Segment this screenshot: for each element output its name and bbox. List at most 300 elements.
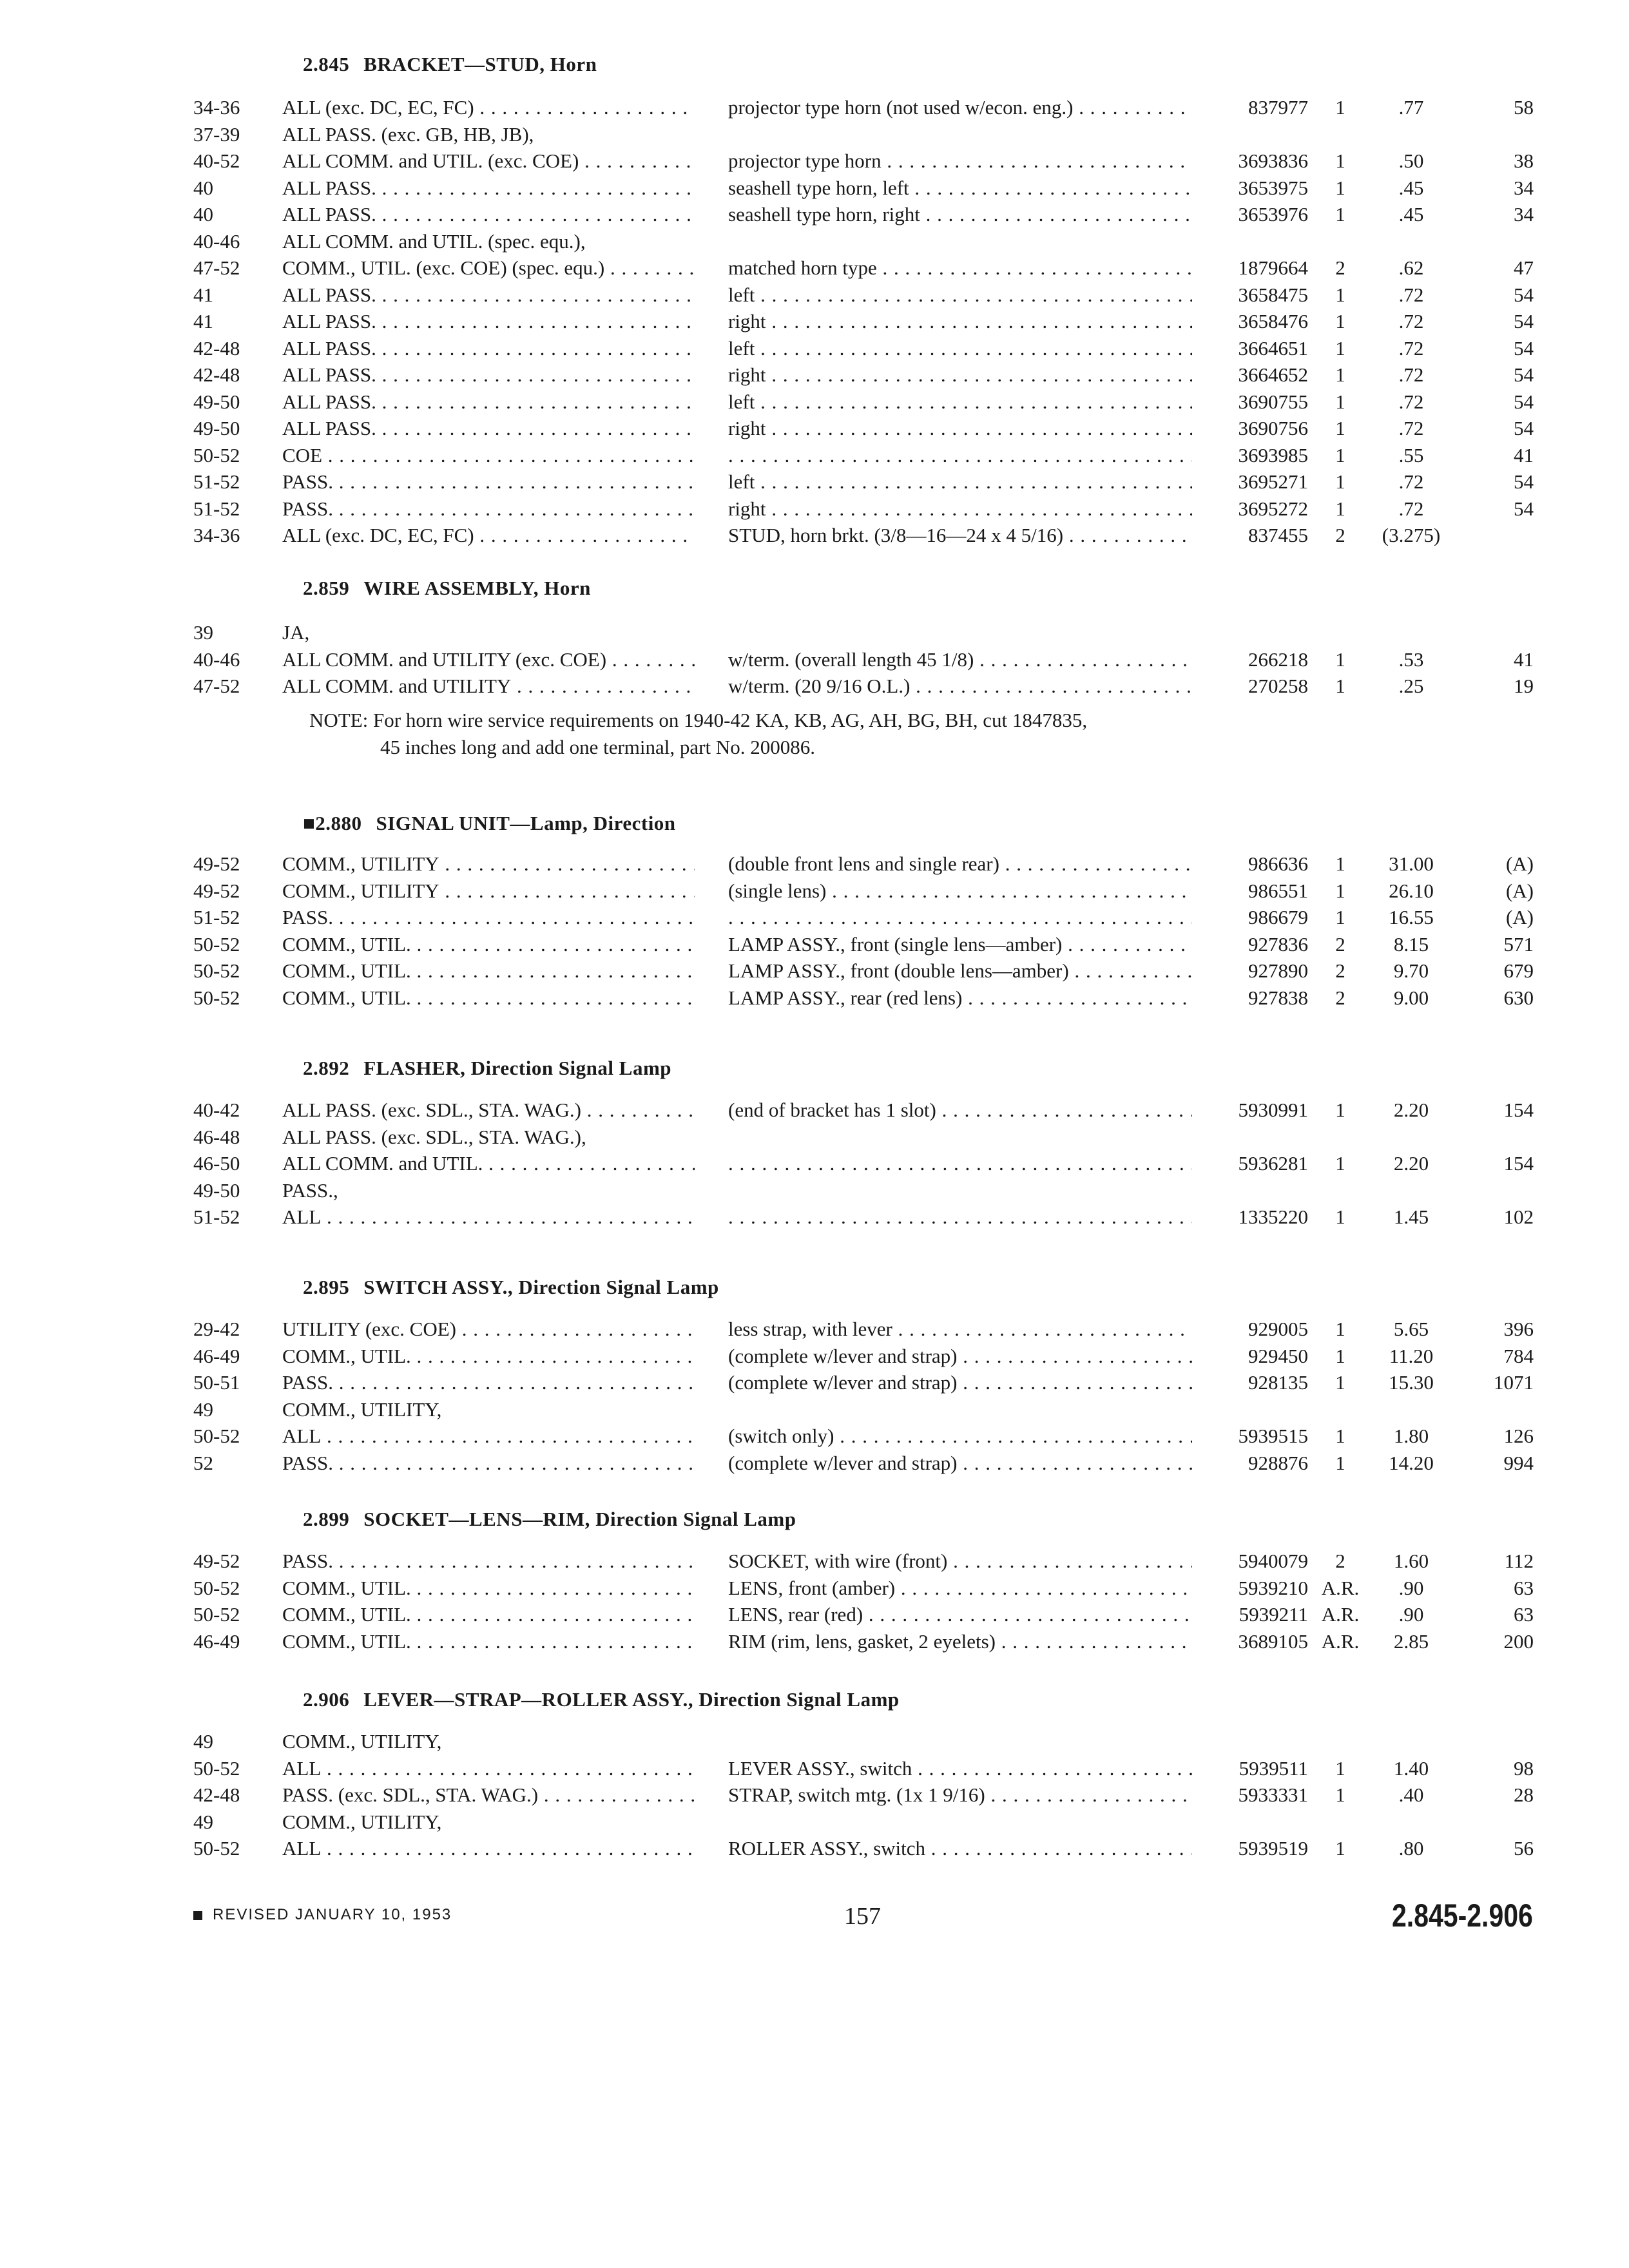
years-cell: 42-48 [193, 1783, 240, 1806]
years-cell: 47-52 [193, 675, 240, 697]
table-row [0, 335, 1629, 362]
section-title: SWITCH ASSY., Direction Signal Lamp [363, 1276, 719, 1298]
description-cell: seashell type horn, right . . . [728, 201, 1192, 228]
models-cell: ALL (exc. DC, EC, FC) . . . [282, 94, 695, 121]
description-cell: (single lens) . . . [728, 878, 1192, 905]
quantity-cell: 1 [1335, 176, 1345, 199]
table-row [0, 1835, 1629, 1862]
years-cell: 51-52 [193, 1206, 240, 1228]
code-cell: 54 [1514, 417, 1534, 439]
part-number-cell: 3653975 [1238, 176, 1308, 199]
part-number-cell: 837977 [1248, 96, 1308, 119]
quantity-cell: 1 [1335, 648, 1345, 671]
section-title: SIGNAL UNIT—Lamp, Direction [376, 812, 676, 834]
code-cell: 54 [1514, 363, 1534, 386]
years-cell: 40 [193, 176, 213, 199]
models-cell: COMM., UTILITY . . . [282, 850, 695, 878]
years-cell: 40-42 [193, 1099, 240, 1121]
models-cell: ALL (exc. DC, EC, FC) . . . [282, 522, 695, 549]
models-cell: ALL PASS. (exc. SDL., STA. WAG.), [282, 1125, 586, 1148]
description-cell [728, 442, 1192, 469]
part-number-cell: 5933331 [1238, 1783, 1308, 1806]
section-range: 2.845-2.906 [1392, 1898, 1533, 1934]
models-cell: COMM., UTIL. . . . [282, 1343, 695, 1370]
description-cell: LEVER ASSY., switch . . . [728, 1755, 1192, 1782]
note-line-2: 45 inches long and add one terminal, part No. 200086. [380, 736, 815, 758]
quantity-cell: 1 [1335, 906, 1345, 928]
code-cell: 34 [1514, 203, 1534, 226]
code-cell: 63 [1514, 1576, 1534, 1599]
code-cell: 41 [1514, 443, 1534, 466]
part-number-cell: 270258 [1248, 675, 1308, 697]
years-cell: 40-46 [193, 229, 240, 253]
description-cell: projector type horn . . . [728, 148, 1192, 175]
code-cell: 38 [1514, 149, 1534, 172]
code-cell: 54 [1514, 310, 1534, 332]
quantity-cell: 2 [1335, 959, 1345, 982]
code-cell: 34 [1514, 176, 1534, 199]
years-cell: 50-52 [193, 1603, 240, 1626]
part-number-cell: 5939511 [1239, 1756, 1308, 1780]
years-cell: 49-50 [193, 390, 240, 413]
quantity-cell: 1 [1335, 1425, 1345, 1447]
years-cell: 41 [193, 283, 213, 306]
models-cell: ALL PASS. . . . [282, 175, 695, 202]
years-cell: 42-48 [193, 363, 240, 386]
models-cell: COMM., UTIL. . . . [282, 931, 695, 958]
quantity-cell: 2 [1335, 256, 1345, 279]
years-cell: 49-52 [193, 879, 240, 902]
price-cell: .72 [1398, 470, 1424, 493]
part-number-cell: 3695272 [1238, 497, 1308, 520]
section-number: 2.845 [303, 53, 350, 75]
part-number-cell: 3664651 [1238, 336, 1308, 360]
models-cell: ALL PASS. . . . [282, 335, 695, 362]
table-row [0, 1150, 1629, 1177]
models-cell: PASS. . . . [282, 904, 695, 931]
table-row [0, 1396, 1629, 1423]
code-cell: 47 [1514, 256, 1534, 279]
price-cell: 5.65 [1393, 1318, 1429, 1340]
description-cell: matched horn type . . . [728, 255, 1192, 282]
years-cell: 34-36 [193, 96, 240, 119]
models-cell: ALL COMM. and UTIL. (spec. equ.), [282, 229, 586, 253]
models-cell: PASS., [282, 1178, 338, 1202]
table-row [0, 495, 1629, 523]
section-number: ■2.880 [303, 812, 362, 834]
price-cell: .62 [1398, 256, 1424, 279]
price-cell: .50 [1398, 149, 1424, 172]
description-cell: (complete w/lever and strap) . . . [728, 1343, 1192, 1370]
table-row [0, 228, 1629, 255]
table-row [0, 94, 1629, 121]
price-cell: 16.55 [1389, 906, 1434, 928]
price-cell: .55 [1398, 443, 1424, 466]
price-cell: 14.20 [1389, 1451, 1434, 1474]
quantity-cell: 1 [1335, 96, 1345, 119]
part-number-cell: 3690756 [1238, 417, 1308, 439]
price-cell: 2.20 [1393, 1099, 1429, 1121]
table-row [0, 389, 1629, 416]
table-row [0, 1548, 1629, 1575]
code-cell: 679 [1503, 959, 1534, 982]
table-row [0, 646, 1629, 673]
models-cell: PASS. . . . [282, 1369, 695, 1396]
code-cell: 19 [1514, 675, 1534, 697]
code-cell: 58 [1514, 96, 1534, 119]
years-cell: 50-52 [193, 1837, 240, 1860]
price-cell: .72 [1398, 310, 1424, 332]
description-cell: LENS, front (amber) . . . [728, 1575, 1192, 1602]
description-cell: right . . . [728, 308, 1192, 335]
part-number-cell: 5940079 [1238, 1550, 1308, 1572]
years-cell: 49-50 [193, 1178, 240, 1202]
quantity-cell: 1 [1335, 675, 1345, 697]
years-cell: 49-52 [193, 852, 240, 875]
years-cell: 42-48 [193, 336, 240, 360]
years-cell: 50-52 [193, 932, 240, 956]
price-cell: .40 [1398, 1783, 1424, 1806]
section-number: 2.906 [303, 1688, 350, 1711]
part-number-cell: 5939519 [1238, 1837, 1308, 1860]
code-cell: 126 [1503, 1425, 1534, 1447]
part-number-cell: 3690755 [1238, 390, 1308, 413]
models-cell: COE . . . [282, 442, 695, 469]
code-cell: 54 [1514, 336, 1534, 360]
section-title: SOCKET—LENS—RIM, Direction Signal Lamp [363, 1508, 796, 1530]
table-row [0, 148, 1629, 175]
quantity-cell: A.R. [1321, 1603, 1360, 1626]
part-number-cell: 5939210 [1238, 1576, 1308, 1599]
years-cell: 40-52 [193, 149, 240, 172]
price-cell: 9.70 [1393, 959, 1429, 982]
quantity-cell: 1 [1335, 283, 1345, 306]
price-cell: (3.275) [1382, 524, 1441, 546]
models-cell: ALL PASS. . . . [282, 282, 695, 309]
part-number-cell: 1879664 [1238, 256, 1308, 279]
section-heading [303, 1508, 796, 1531]
code-cell: 41 [1514, 648, 1534, 671]
table-row [0, 1177, 1629, 1204]
code-cell: 28 [1514, 1783, 1534, 1806]
price-cell: .80 [1398, 1837, 1424, 1860]
part-number-cell: 5939211 [1239, 1603, 1308, 1626]
years-cell: 46-49 [193, 1629, 240, 1653]
years-cell: 34-36 [193, 524, 240, 546]
section-heading [303, 812, 676, 835]
code-cell: (A) [1505, 879, 1534, 902]
years-cell: 50-52 [193, 1576, 240, 1599]
quantity-cell: 1 [1335, 203, 1345, 226]
models-cell: COMM., UTIL. . . . [282, 1575, 695, 1602]
part-number-cell: 986679 [1248, 906, 1308, 928]
models-cell: ALL PASS. . . . [282, 361, 695, 389]
price-cell: .90 [1398, 1576, 1424, 1599]
table-row [0, 442, 1629, 469]
part-number-cell: 3693985 [1238, 443, 1308, 466]
price-cell: 8.15 [1393, 932, 1429, 956]
part-number-cell: 927836 [1248, 932, 1308, 956]
code-cell: 98 [1514, 1756, 1534, 1780]
description-cell: projector type horn (not used w/econ. eng.) . . . [728, 94, 1192, 121]
quantity-cell: 2 [1335, 1550, 1345, 1572]
table-row [0, 1316, 1629, 1343]
description-cell: ROLLER ASSY., switch . . . [728, 1835, 1192, 1862]
table-row [0, 985, 1629, 1012]
table-row [0, 1601, 1629, 1628]
description-cell [728, 1204, 1192, 1231]
models-cell: ALL . . . [282, 1204, 695, 1231]
table-row [0, 1124, 1629, 1151]
table-row [0, 175, 1629, 202]
years-cell: 49 [193, 1810, 213, 1833]
description-cell [728, 1150, 1192, 1177]
quantity-cell: 1 [1335, 1344, 1345, 1367]
years-cell: 39 [193, 621, 213, 644]
part-number-cell: 266218 [1248, 648, 1308, 671]
description-cell: RIM (rim, lens, gasket, 2 eyelets) . . . [728, 1628, 1192, 1655]
quantity-cell: 1 [1335, 1099, 1345, 1121]
description-cell: LENS, rear (red) . . . [728, 1601, 1192, 1628]
part-number-cell: 3653976 [1238, 203, 1308, 226]
years-cell: 40-46 [193, 648, 240, 671]
years-cell: 29-42 [193, 1318, 240, 1340]
years-cell: 49 [193, 1730, 213, 1753]
table-row [0, 1097, 1629, 1124]
models-cell: COMM., UTILITY, [282, 1730, 442, 1753]
price-cell: 15.30 [1389, 1371, 1434, 1394]
models-cell: UTILITY (exc. COE) . . . [282, 1316, 695, 1343]
years-cell: 49-52 [193, 1550, 240, 1572]
section-number: 2.899 [303, 1508, 350, 1530]
table-row [0, 1728, 1629, 1755]
section-title: WIRE ASSEMBLY, Horn [363, 577, 591, 599]
description-cell: w/term. (20 9/16 O.L.) . . . [728, 673, 1192, 700]
revision-date: REVISED JANUARY 10, 1953 [193, 1906, 452, 1924]
description-cell: (switch only) . . . [728, 1423, 1192, 1450]
description-cell: left . . . [728, 468, 1192, 495]
quantity-cell: 1 [1335, 879, 1345, 902]
models-cell: ALL PASS. . . . [282, 201, 695, 228]
table-row [0, 1423, 1629, 1450]
models-cell: PASS. (exc. SDL., STA. WAG.) . . . [282, 1782, 695, 1809]
code-cell: 54 [1514, 390, 1534, 413]
part-number-cell: 3664652 [1238, 363, 1308, 386]
price-cell: 26.10 [1389, 879, 1434, 902]
price-cell: .72 [1398, 417, 1424, 439]
models-cell: PASS. . . . [282, 468, 695, 495]
price-cell: .53 [1398, 648, 1424, 671]
years-cell: 51-52 [193, 497, 240, 520]
price-cell: 1.80 [1393, 1425, 1429, 1447]
code-cell: 1071 [1494, 1371, 1534, 1394]
description-cell: LAMP ASSY., front (single lens—amber) . . . [728, 931, 1192, 958]
models-cell: PASS. . . . [282, 495, 695, 523]
years-cell: 50-52 [193, 1756, 240, 1780]
quantity-cell: 1 [1335, 1783, 1345, 1806]
price-cell: .72 [1398, 283, 1424, 306]
section-title: FLASHER, Direction Signal Lamp [363, 1057, 672, 1079]
quantity-cell: 1 [1335, 417, 1345, 439]
description-cell: left . . . [728, 389, 1192, 416]
section-heading [303, 577, 591, 600]
description-cell: STRAP, switch mtg. (1x 1 9/16) . . . [728, 1782, 1192, 1809]
part-number-cell: 927890 [1248, 959, 1308, 982]
quantity-cell: 1 [1335, 1152, 1345, 1175]
table-row [0, 957, 1629, 985]
quantity-cell: 1 [1335, 1371, 1345, 1394]
models-cell: COMM., UTILITY, [282, 1398, 442, 1421]
table-row [0, 308, 1629, 335]
models-cell: COMM., UTIL. . . . [282, 985, 695, 1012]
price-cell: 2.85 [1393, 1629, 1429, 1653]
code-cell: 571 [1503, 932, 1534, 956]
models-cell: ALL COMM. and UTILITY . . . [282, 673, 695, 700]
part-number-cell: 1335220 [1238, 1206, 1308, 1228]
table-row [0, 201, 1629, 228]
table-row [0, 255, 1629, 282]
code-cell: 396 [1503, 1318, 1534, 1340]
models-cell: COMM., UTILITY . . . [282, 878, 695, 905]
price-cell: 31.00 [1389, 852, 1434, 875]
quantity-cell: 1 [1335, 470, 1345, 493]
description-cell: seashell type horn, left . . . [728, 175, 1192, 202]
section-title: LEVER—STRAP—ROLLER ASSY., Direction Signal Lamp [363, 1688, 900, 1711]
quantity-cell: 1 [1335, 1318, 1345, 1340]
code-cell: 200 [1503, 1629, 1534, 1653]
quantity-cell: 1 [1335, 390, 1345, 413]
price-cell: 1.40 [1393, 1756, 1429, 1780]
years-cell: 51-52 [193, 906, 240, 928]
quantity-cell: 1 [1335, 1206, 1345, 1228]
years-cell: 51-52 [193, 470, 240, 493]
table-row [0, 673, 1629, 700]
years-cell: 46-49 [193, 1344, 240, 1367]
description-cell: left . . . [728, 335, 1192, 362]
description-cell: less strap, with lever . . . [728, 1316, 1192, 1343]
models-cell: COMM., UTIL. (exc. COE) (spec. equ.) . . . [282, 255, 695, 282]
quantity-cell: 1 [1335, 852, 1345, 875]
code-cell: 102 [1503, 1206, 1534, 1228]
years-cell: 37-39 [193, 122, 240, 146]
models-cell: ALL . . . [282, 1423, 695, 1450]
section-heading [303, 1057, 671, 1080]
models-cell: COMM., UTIL. . . . [282, 1601, 695, 1628]
quantity-cell: 1 [1335, 310, 1345, 332]
section-number: 2.895 [303, 1276, 350, 1298]
quantity-cell: 2 [1335, 524, 1345, 546]
section-heading [303, 1276, 719, 1299]
models-cell: COMM., UTIL. . . . [282, 1628, 695, 1655]
table-row [0, 121, 1629, 148]
description-cell: (double front lens and single rear) . . . [728, 850, 1192, 878]
part-number-cell: 837455 [1248, 524, 1308, 546]
part-number-cell: 5930991 [1238, 1099, 1308, 1121]
models-cell: ALL PASS. . . . [282, 308, 695, 335]
code-cell: 630 [1503, 986, 1534, 1009]
part-number-cell: 3693836 [1238, 149, 1308, 172]
table-row [0, 415, 1629, 442]
code-cell: 112 [1504, 1550, 1534, 1572]
table-row [0, 619, 1629, 646]
description-cell: (end of bracket has 1 slot) . . . [728, 1097, 1192, 1124]
section-heading [303, 53, 597, 76]
years-cell: 47-52 [193, 256, 240, 279]
code-cell: 154 [1503, 1099, 1534, 1121]
code-cell: 54 [1514, 470, 1534, 493]
models-cell: ALL PASS. . . . [282, 389, 695, 416]
part-number-cell: 928135 [1248, 1371, 1308, 1394]
part-number-cell: 986551 [1248, 879, 1308, 902]
models-cell: ALL PASS. . . . [282, 415, 695, 442]
models-cell: ALL PASS. (exc. GB, HB, JB), [282, 122, 534, 146]
table-row [0, 1369, 1629, 1396]
price-cell: .25 [1398, 675, 1424, 697]
part-number-cell: 3695271 [1238, 470, 1308, 493]
quantity-cell: 1 [1335, 1837, 1345, 1860]
models-cell: PASS. . . . [282, 1450, 695, 1477]
years-cell: 49-50 [193, 417, 240, 439]
code-cell: 56 [1514, 1837, 1534, 1860]
years-cell: 46-48 [193, 1125, 240, 1148]
table-row [0, 1809, 1629, 1836]
table-row [0, 878, 1629, 905]
table-row [0, 1628, 1629, 1655]
models-cell: ALL . . . [282, 1755, 695, 1782]
price-cell: .45 [1398, 176, 1424, 199]
description-cell: right . . . [728, 361, 1192, 389]
models-cell: COMM., UTIL. . . . [282, 957, 695, 985]
part-number-cell: 3689105 [1238, 1629, 1308, 1653]
models-cell: JA, [282, 621, 310, 644]
part-number-cell: 929005 [1248, 1318, 1308, 1340]
years-cell: 50-51 [193, 1371, 240, 1394]
price-cell: .45 [1398, 203, 1424, 226]
quantity-cell: A.R. [1321, 1576, 1360, 1599]
part-number-cell: 986636 [1248, 852, 1308, 875]
description-cell: LAMP ASSY., front (double lens—amber) . . . [728, 957, 1192, 985]
models-cell: ALL COMM. and UTIL. (exc. COE) . . . [282, 148, 695, 175]
price-cell: .90 [1398, 1603, 1424, 1626]
table-row [0, 468, 1629, 495]
section-number: 2.892 [303, 1057, 350, 1079]
years-cell: 49 [193, 1398, 213, 1421]
years-cell: 40 [193, 203, 213, 226]
section-number: 2.859 [303, 577, 350, 599]
models-cell: ALL COMM. and UTILITY (exc. COE) . . . [282, 646, 695, 673]
models-cell: ALL COMM. and UTIL. . . . [282, 1150, 695, 1177]
quantity-cell: 1 [1335, 336, 1345, 360]
years-cell: 50-52 [193, 959, 240, 982]
years-cell: 50-52 [193, 1425, 240, 1447]
description-cell: LAMP ASSY., rear (red lens) . . . [728, 985, 1192, 1012]
table-row [0, 282, 1629, 309]
description-cell: (complete w/lever and strap) . . . [728, 1369, 1192, 1396]
description-cell: SOCKET, with wire (front) . . . [728, 1548, 1192, 1575]
description-cell [728, 904, 1192, 931]
description-cell: (complete w/lever and strap) . . . [728, 1450, 1192, 1477]
price-cell: .72 [1398, 363, 1424, 386]
quantity-cell: 1 [1335, 497, 1345, 520]
price-cell: 1.45 [1393, 1206, 1429, 1228]
table-row [0, 1204, 1629, 1231]
price-cell: .72 [1398, 336, 1424, 360]
part-number-cell: 5939515 [1238, 1425, 1308, 1447]
page-footer [0, 1894, 1629, 1939]
part-number-cell: 929450 [1248, 1344, 1308, 1367]
page-number: 157 [844, 1903, 881, 1930]
part-number-cell: 928876 [1248, 1451, 1308, 1474]
